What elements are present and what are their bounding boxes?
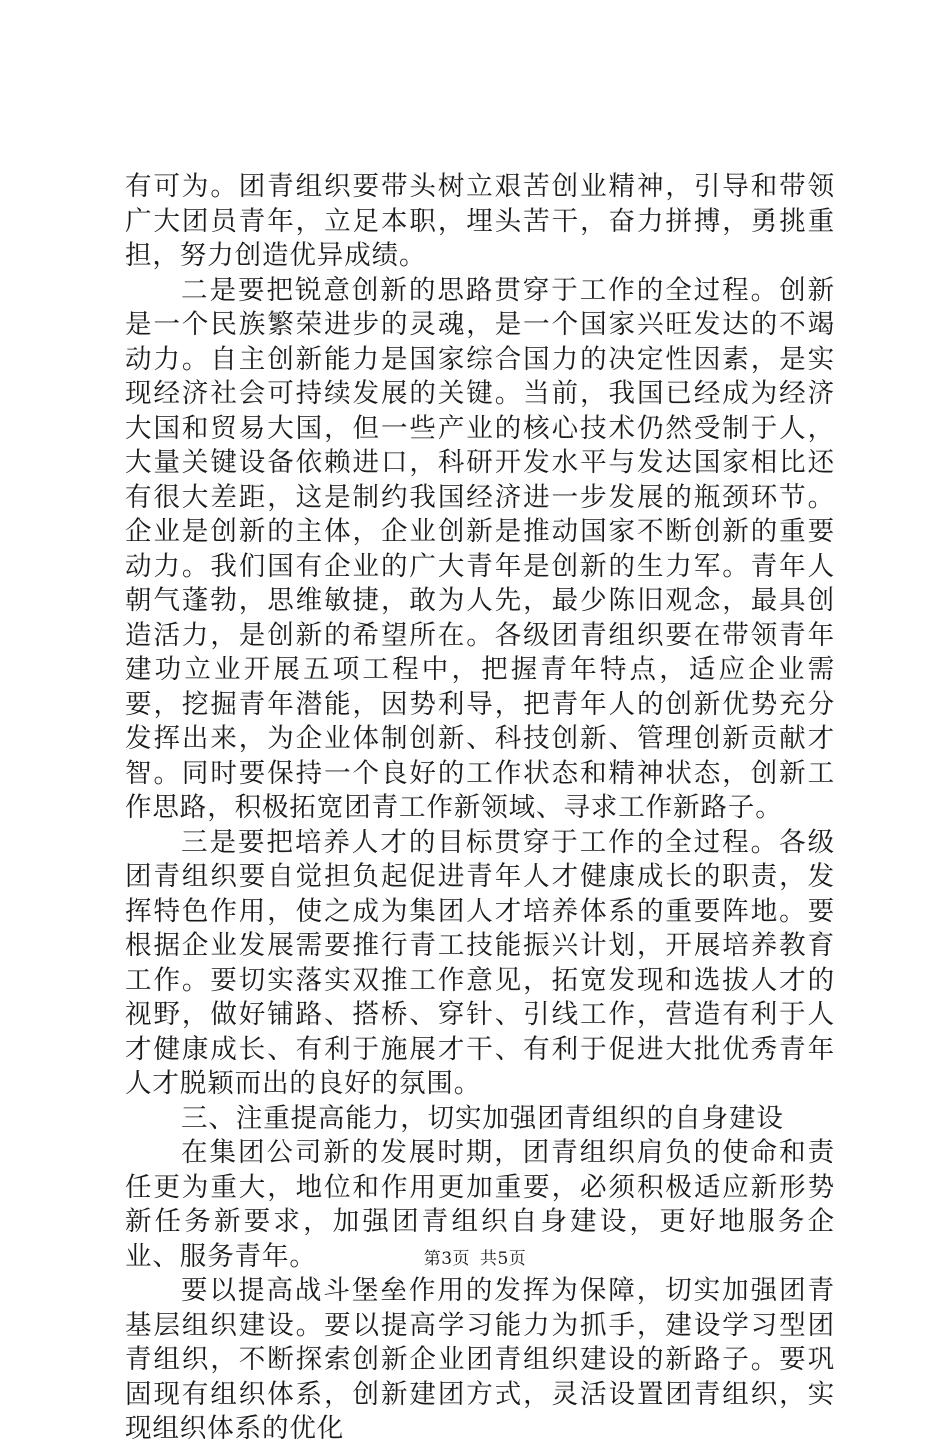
paragraph: 有可为。团青组织要带头树立艰苦创业精神，引导和带领广大团员青年，立足本职，埋头苦干，奋力拼搏，勇挑重担，努力创造优异成绩。 xyxy=(125,171,835,271)
page-number: 第3页 xyxy=(423,1249,471,1269)
paragraph: 二是要把锐意创新的思路贯穿于工作的全过程。创新是一个民族繁荣进步的灵魂，是一个国家兴旺发达的不竭动力。自主创新能力是国家综合国力的决定性因素，是实现经济社会可持续发展的关键。当前，我国已经成为经济大国和贸易大国，但一些产业的核心技术仍然受制于人，大量关键设备依赖进口，科研开发水平与发达国家相比还有很大差距，这是制约我国经济进一步发展的瓶颈环节。企业是创新的主体，企业创新是推动国家不断创新的重要动力。我们国有企业的广大青年是创新的生力军。青年人朝气蓬勃，思维敏捷，敢为人先，最少陈旧观念，最具创造活力，是创新的希望所在。各级团青组织要在带领青年建功立业开展五项工程中，把握青年特点，适应企业需要，挖掘青年潜能，因势利导，把青年人的创新优势充分发挥出来，为企业体制创新、科技创新、管理创新贡献才智。同时要保持一个良好的工作状态和精神状态，创新工作思路，积极拓宽团青工作新领域、寻求工作新路子。 xyxy=(125,274,835,823)
section-heading: 三、注重提高能力，切实加强团青组织的自身建设 xyxy=(181,1102,784,1134)
paragraph: 要以提高战斗堡垒作用的发挥为保障，切实加强团青基层组织建设。要以提高学习能力为抓手，建设学习型团青组织，不断探索创新企业团青组织建设的新路子。要巩固现有组织体系，创新建团方式，灵活设置团青组织，实现组织体系的优化 xyxy=(125,1275,835,1444)
paragraph: 在集团公司新的发展时期，团青组织肩负的使命和责任更为重大，地位和作用更加重要，必须积极适应新形势新任务新要求，加强团青组织自身建设，更好地服务企业、服务青年。 xyxy=(125,1137,835,1272)
page-total: 共5页 xyxy=(479,1249,527,1269)
paragraph: 三是要把培养人才的目标贯穿于工作的全过程。各级团青组织要自觉担负起促进青年人才健康成长的职责，发挥特色作用，使之成为集团人才培养体系的重要阵地。要根据企业发展需要推行青工技能振兴计划，开展培养教育工作。要切实落实双推工作意见，拓宽发现和选拔人才的视野，做好铺路、搭桥、穿针、引线工作，营造有利于人才健康成长、有利于施展才干、有利于促进大批优秀青年人才脱颖而出的良好的氛围。 xyxy=(125,826,835,1099)
page-footer xyxy=(0,1244,950,1269)
